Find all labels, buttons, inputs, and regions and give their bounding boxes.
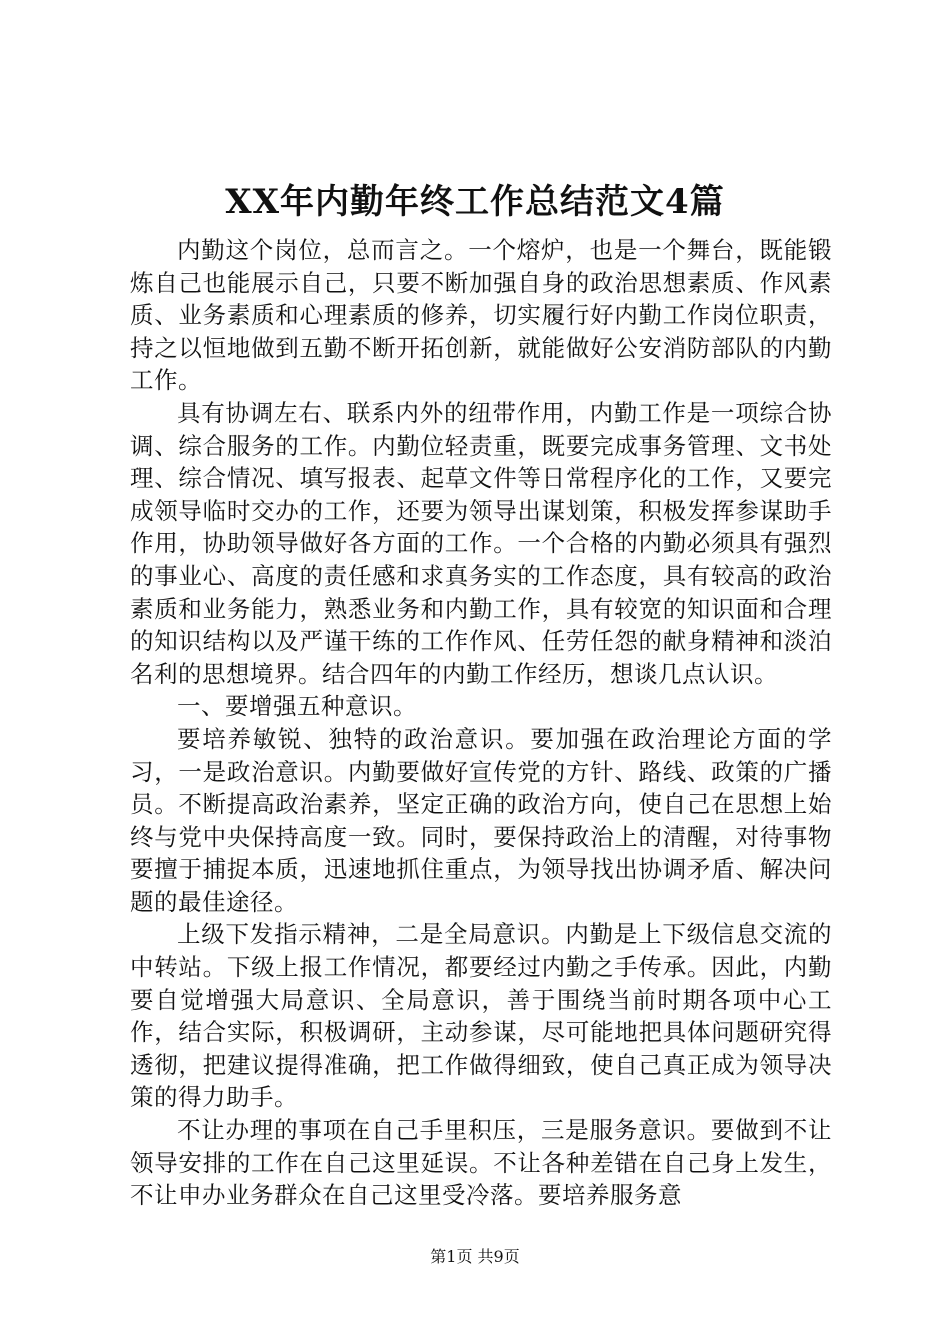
document-body	[130, 234, 832, 1212]
page-footer: 第1页 共9页	[430, 1247, 520, 1266]
paragraph: 内勤这个岗位，总而言之。一个熔炉，也是一个舞台，既能锻炼自己也能展示自己，只要不断加强自身的政治思想素质、作风素质、业务素质和心理素质的修养，切实履行好内勤工作岗位职责，持之以恒地做到五勤不断开拓创新，就能做好公安消防部队的内勤工作。	[130, 236, 832, 395]
paragraph: 不让办理的事项在自己手里积压，三是服务意识。要做到不让领导安排的工作在自己这里延误。不让各种差错在自己身上发生，不让申办业务群众在自己这里受冷落。要培养服务意	[130, 1116, 832, 1210]
document-title: XX年内勤年终工作总结范文4篇	[225, 182, 725, 222]
section-heading: 一、要增强五种意识。	[177, 692, 417, 721]
paragraph: 上级下发指示精神，二是全局意识。内勤是上下级信息交流的中转站。下级上报工作情况，都要经过内勤之手传承。因此，内勤要自觉增强大局意识、全局意识，善于围绕当前时期各项中心工作，结合实际，积极调研，主动参谋，尽可能地把具体问题研究得透彻，把建议提得准确，把工作做得细致，使自己真正成为领导决策的得力助手。	[130, 920, 832, 1112]
paragraph: 具有协调左右、联系内外的纽带作用，内勤工作是一项综合协调、综合服务的工作。内勤位轻责重，既要完成事务管理、文书处理、综合情况、填写报表、起草文件等日常程序化的工作，又要完成领导临时交办的工作，还要为领导出谋划策，积极发挥参谋助手作用，协助领导做好各方面的工作。一个合格的内勤必须具有强烈的事业心、高度的责任感和求真务实的工作态度，具有较高的政治素质和业务能力，熟悉业务和内勤工作，具有较宽的知识面和合理的知识结构以及严谨干练的工作作风、任劳任怨的献身精神和淡泊名利的思想境界。结合四年的内勤工作经历，想谈几点认识。	[130, 398, 832, 688]
paragraph: 要培养敏锐、独特的政治意识。要加强在政治理论方面的学习，一是政治意识。内勤要做好宣传党的方针、路线、政策的广播员。不断提高政治素养，坚定正确的政治方向，使自己在思想上始终与党中央保持高度一致。同时，要保持政治上的清醒，对待事物要擅于捕捉本质，迅速地抓住重点，为领导找出协调矛盾、解决问题的最佳途径。	[130, 724, 832, 916]
